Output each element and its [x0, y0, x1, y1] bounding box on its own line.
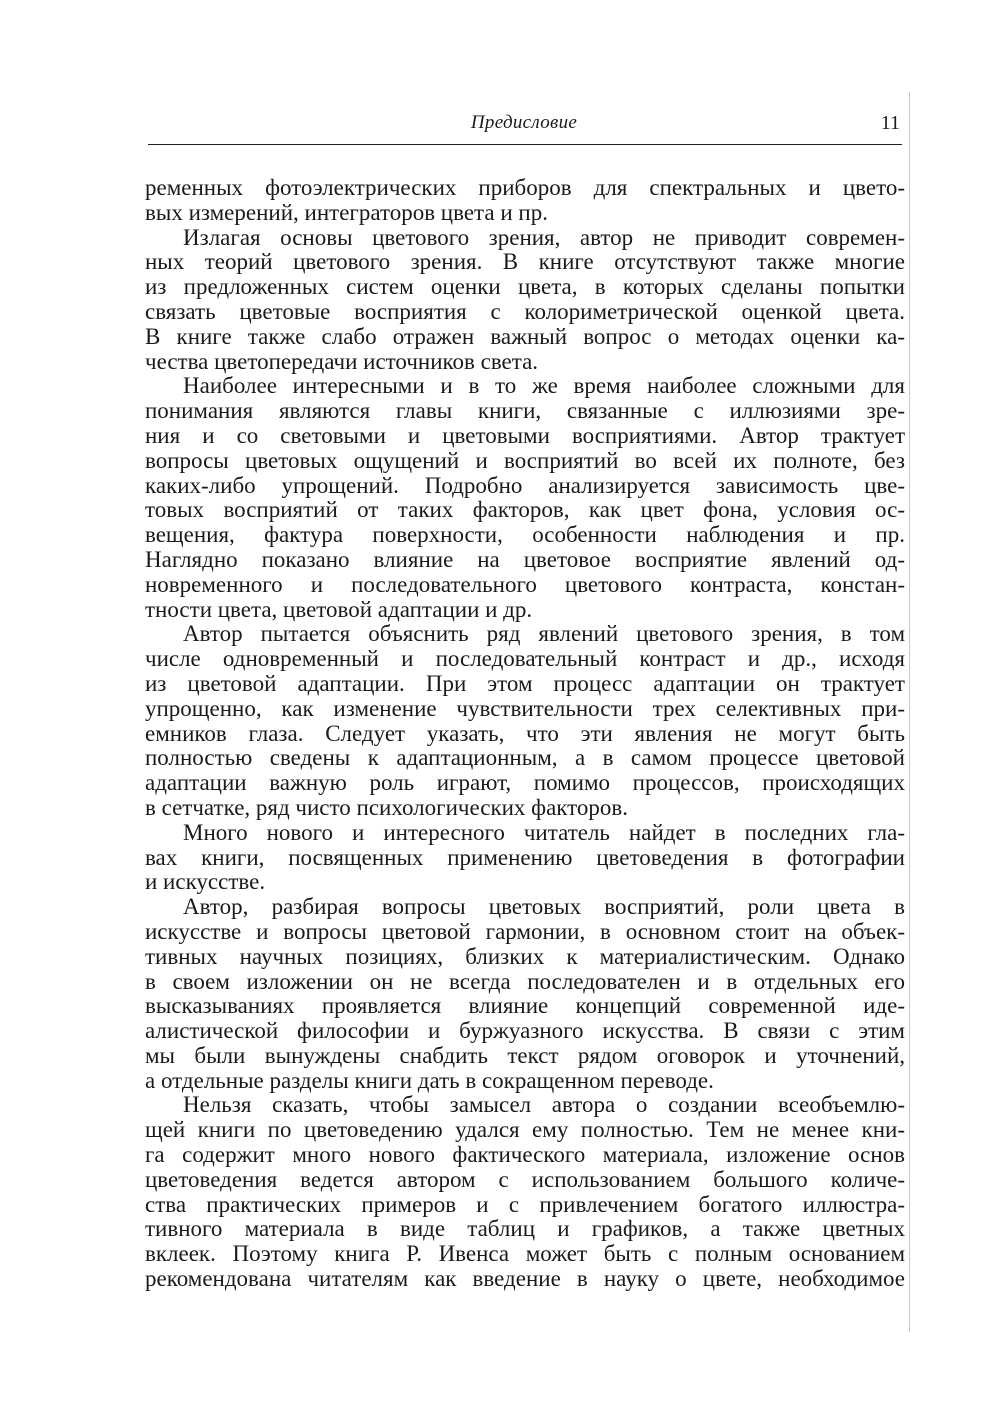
paragraph	[145, 895, 905, 1093]
text-line: упрощенно, как изменение чувствительности трех селективных при-	[145, 695, 905, 721]
text-line: Наглядно показано влияние на цветовое восприятие явлений од-	[145, 546, 905, 572]
text-line: Автор, разбирая вопросы цветовых восприятий, роли цвета в	[183, 894, 905, 920]
text-line: вклеек. Поэтому книга Р. Ивенса может быть с полным основанием	[145, 1241, 905, 1267]
text-line: щей книги по цветоведению удался ему полностью. Тем не менее кни-	[145, 1117, 905, 1143]
text-line: рекомендована читателям как введение в науку о цвете, необходимое	[145, 1266, 905, 1292]
text-line: искусстве и вопросы цветовой гармонии, в основном стоит на объек-	[145, 918, 905, 944]
paragraph	[145, 622, 905, 820]
paragraph	[145, 374, 905, 622]
text-line: из предложенных систем оценки цвета, в которых сделаны попытки	[145, 274, 905, 300]
text-line: чества цветопередачи источников света.	[145, 348, 539, 374]
body-text	[145, 176, 905, 1292]
paragraph	[145, 1093, 905, 1291]
text-line: ременных фотоэлектрических приборов для спектральных и цвето-	[145, 175, 905, 200]
page-number: 11	[880, 112, 900, 134]
text-line: высказываниях проявляется влияние концепций современной иде-	[145, 993, 905, 1019]
text-line: адаптации важную роль играют, помимо процессов, происходящих	[145, 770, 905, 796]
text-line: и искусстве.	[145, 869, 266, 895]
text-line: полностью сведены к адаптационным, а в самом процессе цветовой	[145, 745, 905, 771]
text-line: товых восприятий от таких факторов, как цвет фона, условия ос-	[145, 497, 905, 523]
text-line: мы были вынуждены снабдить текст рядом оговорок и уточнений,	[145, 1042, 905, 1068]
text-line: Автор пытается объяснить ряд явлений цветового зрения, в том	[183, 621, 905, 647]
text-line: ства практических примеров и с привлечением богатого иллюстра-	[145, 1191, 905, 1217]
text-line: тивных научных позициях, близких к материалистическим. Однако	[145, 943, 905, 969]
text-line: Излагая основы цветового зрения, автор не приводит современ-	[183, 224, 905, 250]
text-line: тности цвета, цветовой адаптации и др.	[145, 596, 533, 622]
text-line: новременного и последовательного цветового контраста, констан-	[145, 571, 905, 597]
text-line: из цветовой адаптации. При этом процесс адаптации он трактует	[145, 670, 905, 696]
text-line: ных теорий цветового зрения. В книге отсутствуют также многие	[145, 249, 905, 275]
text-line: связать цветовые восприятия с колориметрической оценкой цвета.	[145, 298, 905, 324]
text-line: цветоведения ведется автором с использованием большого количе-	[145, 1166, 905, 1192]
header-rule	[148, 144, 902, 145]
text-line: а отдельные разделы книги дать в сокращенном переводе.	[145, 1067, 714, 1093]
page-header	[148, 112, 900, 142]
text-line: га содержит много нового фактического материала, изложение основ	[145, 1142, 905, 1168]
paragraph	[145, 821, 905, 895]
text-line: вещения, фактура поверхности, особенности наблюдения и пр.	[145, 522, 905, 548]
text-line: тивного материала в виде таблиц и графиков, а также цветных	[145, 1216, 905, 1242]
text-line: понимания являются главы книги, связанные с иллюзиями зре-	[145, 398, 905, 424]
text-line: Наиболее интересными и в то же время наиболее сложными для	[183, 373, 905, 399]
text-line: вах книги, посвященных применению цветоведения в фотографии	[145, 844, 905, 870]
text-line: числе одновременный и последовательный контраст и др., исходя	[145, 646, 905, 672]
text-line: каких-либо упрощений. Подробно анализируется зависимость цве-	[145, 472, 905, 498]
page-edge-line	[909, 92, 910, 1332]
text-line: вых измерений, интеграторов цвета и пр.	[145, 199, 548, 225]
text-line: алистической философии и буржуазного искусства. В связи с этим	[145, 1018, 905, 1044]
text-line: в сетчатке, ряд чисто психологических факторов.	[145, 794, 629, 820]
paragraph	[145, 176, 905, 226]
text-line: в своем изложении он не всегда последователен и в отдельных его	[145, 968, 905, 994]
paragraph	[145, 226, 905, 375]
text-line: емников глаза. Следует указать, что эти явления не могут быть	[145, 720, 905, 746]
text-line: Много нового и интересного читатель найдет в последних гла-	[183, 819, 905, 845]
text-line: ния и со световыми и цветовыми восприятиями. Автор трактует	[145, 422, 905, 448]
text-line: вопросы цветовых ощущений и восприятий во всей их полноте, без	[145, 447, 905, 473]
running-title: Предисловие	[470, 112, 578, 133]
text-line: В книге также слабо отражен важный вопрос о методах оценки ка-	[145, 323, 905, 349]
text-line: Нельзя сказать, чтобы замысел автора о создании всеобъемлю-	[183, 1092, 905, 1118]
